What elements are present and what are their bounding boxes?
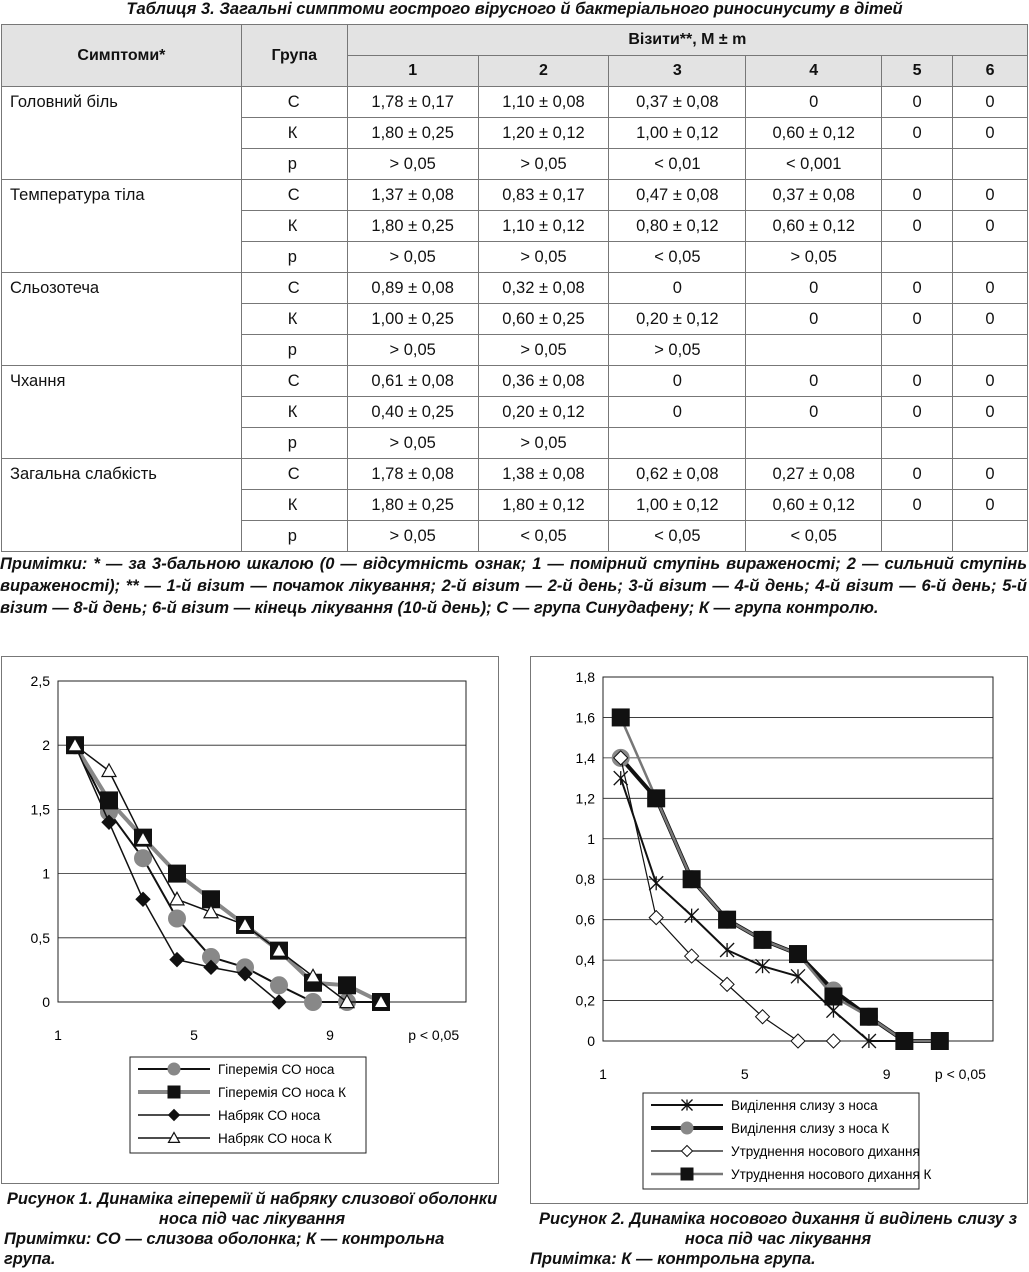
figure-2-note: Примітка: К — контрольна група. [530, 1250, 816, 1268]
value-cell: 0 [882, 397, 953, 428]
gridlines [603, 677, 993, 1041]
group-cell: С [241, 366, 347, 397]
figure-1-title: Рисунок 1. Динаміка гіперемії й набряку слизової оболонки носа під час лікування [6, 1190, 498, 1228]
value-cell: 1,80 ± 0,12 [478, 490, 609, 521]
value-cell: 0 [953, 211, 1028, 242]
value-cell [882, 335, 953, 366]
series-4 [68, 738, 388, 1007]
data-point [649, 876, 663, 890]
value-cell: 0 [746, 366, 882, 397]
y-tick-label: 0,6 [575, 911, 595, 928]
y-tick-label: 1,8 [575, 669, 595, 685]
value-cell: 0 [746, 273, 882, 304]
value-cell: 1,10 ± 0,08 [478, 87, 609, 118]
x-tick-label: 9 [882, 1066, 891, 1082]
value-cell: > 0,05 [347, 149, 478, 180]
data-point [720, 943, 734, 957]
group-cell: С [241, 87, 347, 118]
table-row [2, 87, 1028, 118]
value-cell: > 0,05 [746, 242, 882, 273]
value-cell: 1,37 ± 0,08 [347, 180, 478, 211]
legend-label: Гіперемія СО носа К [218, 1085, 347, 1100]
table-row [2, 180, 1028, 211]
value-cell: 0 [953, 180, 1028, 211]
table-row [2, 459, 1028, 490]
value-cell: 0 [953, 273, 1028, 304]
value-cell [882, 521, 953, 552]
symptoms-table [1, 24, 1028, 552]
symptom-name: Температура тіла [2, 180, 242, 273]
symptom-name: Сльозотеча [2, 273, 242, 366]
x-tick-label: 5 [190, 1027, 198, 1043]
value-cell: 0 [609, 273, 746, 304]
data-point [790, 946, 807, 963]
value-cell: 1,80 ± 0,25 [347, 490, 478, 521]
value-cell: < 0,05 [609, 242, 746, 273]
y-tick-label: 1 [587, 830, 595, 847]
plot-area [58, 681, 466, 1002]
figure-2 [530, 656, 1028, 1204]
value-cell: < 0,05 [746, 521, 882, 552]
table-row [2, 273, 1028, 304]
value-cell: 0,37 ± 0,08 [609, 87, 746, 118]
header-group: Група [241, 25, 347, 87]
group-cell: К [241, 211, 347, 242]
header-visit-3: 3 [609, 56, 746, 87]
legend-label: Виділення слизу з носа К [731, 1121, 890, 1136]
value-cell: 1,78 ± 0,17 [347, 87, 478, 118]
data-point [135, 850, 152, 867]
legend-label: Гіперемія СО носа [218, 1062, 335, 1077]
value-cell: 0 [953, 118, 1028, 149]
value-cell: 0 [882, 459, 953, 490]
value-cell: 1,10 ± 0,12 [478, 211, 609, 242]
value-cell [609, 428, 746, 459]
figure-2-title: Рисунок 2. Динаміка носового дихання й виділень слизу з носа під час лікування [538, 1210, 1017, 1248]
value-cell: < 0,05 [478, 521, 609, 552]
data-point [169, 910, 186, 927]
value-cell: 0,60 ± 0,12 [746, 211, 882, 242]
data-point [896, 1033, 913, 1050]
x-tick-label: p < 0,05 [934, 1066, 986, 1082]
value-cell: > 0,05 [347, 428, 478, 459]
value-cell [953, 149, 1028, 180]
symptom-name: Головний біль [2, 87, 242, 180]
value-cell: < 0,05 [609, 521, 746, 552]
data-point [756, 959, 770, 973]
header-visit-4: 4 [746, 56, 882, 87]
value-cell: > 0,05 [347, 335, 478, 366]
figure-1-caption [4, 1189, 500, 1269]
value-cell: 1,00 ± 0,12 [609, 490, 746, 521]
group-cell: С [241, 459, 347, 490]
value-cell [882, 428, 953, 459]
value-cell: > 0,05 [478, 149, 609, 180]
data-point [791, 1034, 805, 1048]
header-visits: Візити**, M ± m [347, 25, 1027, 56]
value-cell [746, 335, 882, 366]
data-point [305, 994, 322, 1011]
y-tick-label: 0,8 [575, 871, 595, 888]
value-cell: 0 [746, 397, 882, 428]
symptom-name: Чхання [2, 366, 242, 459]
legend-marker [681, 1168, 693, 1180]
value-cell: 0,60 ± 0,12 [746, 118, 882, 149]
data-point [136, 892, 150, 906]
value-cell: 0 [882, 273, 953, 304]
value-cell: 0,80 ± 0,12 [609, 211, 746, 242]
legend-marker [681, 1122, 693, 1134]
data-point [825, 988, 842, 1005]
value-cell: 0,89 ± 0,08 [347, 273, 478, 304]
figure-1-note: Примітки: СО — слизова оболонка; К — контрольна група. [4, 1230, 445, 1268]
data-point [860, 1008, 877, 1025]
value-cell: 0,32 ± 0,08 [478, 273, 609, 304]
data-point [791, 969, 805, 983]
value-cell: 0,61 ± 0,08 [347, 366, 478, 397]
value-cell: 0 [882, 211, 953, 242]
value-cell: 0,60 ± 0,12 [746, 490, 882, 521]
y-tick-label: 1,6 [575, 709, 595, 726]
header-visit-5: 5 [882, 56, 953, 87]
value-cell: 0 [882, 304, 953, 335]
value-cell: > 0,05 [347, 242, 478, 273]
x-tick-label: 1 [54, 1027, 62, 1043]
value-cell: 0 [882, 366, 953, 397]
value-cell: > 0,05 [478, 428, 609, 459]
y-tick-label: 0 [587, 1033, 595, 1049]
value-cell: 0 [953, 304, 1028, 335]
legend-label: Набряк СО носа К [218, 1131, 332, 1146]
data-point [754, 931, 771, 948]
data-point [931, 1033, 948, 1050]
legend-label: Утруднення носового дихання К [731, 1167, 932, 1182]
value-cell: 0,36 ± 0,08 [478, 366, 609, 397]
value-cell: > 0,05 [478, 335, 609, 366]
value-cell: 1,80 ± 0,25 [347, 211, 478, 242]
value-cell: 0 [609, 397, 746, 428]
value-cell: 0,20 ± 0,12 [478, 397, 609, 428]
data-point [648, 790, 665, 807]
value-cell: 0,20 ± 0,12 [609, 304, 746, 335]
value-cell: 0 [953, 397, 1028, 428]
value-cell: < 0,01 [609, 149, 746, 180]
value-cell: 0,37 ± 0,08 [746, 180, 882, 211]
table-notes: Примітки: * — за 3-бальною шкалою (0 — відсутність ознак; 1 — помірний ступінь вираженості; 2 — сильний ступінь вираженості); ** — 1-й візит — початок лікування; 2-й візит — 2-й день; 3-й візит — 4-й день; 4-й візит — 6-й день; 5-й візит — 8-й день; 6-й візит — кінець лікування (10-й день); С — група Синудафену; К — група контролю. [0, 555, 1027, 617]
figure-1 [1, 656, 499, 1184]
value-cell [953, 242, 1028, 273]
header-visit-1: 1 [347, 56, 478, 87]
data-point [339, 977, 356, 994]
value-cell: 0 [953, 366, 1028, 397]
group-cell: р [241, 521, 347, 552]
value-cell: 1,00 ± 0,25 [347, 304, 478, 335]
x-tick-label: 9 [326, 1027, 334, 1043]
group-cell: К [241, 304, 347, 335]
data-point [683, 871, 700, 888]
group-cell: р [241, 242, 347, 273]
data-point [169, 865, 186, 882]
group-cell: К [241, 490, 347, 521]
x-tick-label: 5 [740, 1066, 749, 1082]
data-point [101, 792, 118, 809]
group-cell: С [241, 273, 347, 304]
value-cell: 0 [953, 459, 1028, 490]
value-cell: 0,47 ± 0,08 [609, 180, 746, 211]
group-cell: р [241, 149, 347, 180]
y-tick-label: 2 [42, 737, 50, 754]
value-cell: 0 [953, 87, 1028, 118]
value-cell: 1,20 ± 0,12 [478, 118, 609, 149]
value-cell [882, 242, 953, 273]
data-point [612, 709, 629, 726]
value-cell: 0 [882, 180, 953, 211]
figure-2-caption [530, 1209, 1026, 1269]
x-tick-label: p < 0,05 [408, 1027, 460, 1043]
value-cell: 0 [882, 87, 953, 118]
group-cell: С [241, 180, 347, 211]
y-tick-label: 1,2 [575, 790, 595, 807]
group-cell: р [241, 335, 347, 366]
value-cell [953, 428, 1028, 459]
value-cell [746, 428, 882, 459]
legend-label: Набряк СО носа [218, 1108, 321, 1123]
value-cell: 0 [609, 366, 746, 397]
value-cell [882, 149, 953, 180]
value-cell: 0,27 ± 0,08 [746, 459, 882, 490]
legend-marker [168, 1086, 180, 1098]
y-tick-label: 0,2 [575, 992, 595, 1009]
group-cell: К [241, 118, 347, 149]
y-tick-label: 2,5 [30, 673, 50, 689]
y-tick-label: 0,5 [30, 929, 50, 946]
data-point [826, 1004, 840, 1018]
value-cell [953, 335, 1028, 366]
value-cell: > 0,05 [609, 335, 746, 366]
value-cell: 1,78 ± 0,08 [347, 459, 478, 490]
legend-marker [168, 1063, 180, 1075]
symptom-name: Загальна слабкість [2, 459, 242, 552]
value-cell: 0 [882, 490, 953, 521]
value-cell: 1,80 ± 0,25 [347, 118, 478, 149]
legend [643, 1093, 932, 1189]
value-cell: > 0,05 [347, 521, 478, 552]
legend-label: Виділення слизу з носа [731, 1098, 878, 1113]
value-cell: > 0,05 [478, 242, 609, 273]
data-point [271, 977, 288, 994]
data-point [170, 892, 184, 905]
header-visit-6: 6 [953, 56, 1028, 87]
value-cell: 0 [953, 490, 1028, 521]
group-cell: К [241, 397, 347, 428]
value-cell: 0 [882, 118, 953, 149]
gridlines [58, 681, 466, 1002]
data-point [170, 953, 184, 967]
value-cell: 0,83 ± 0,17 [478, 180, 609, 211]
y-tick-label: 1,5 [30, 801, 50, 818]
header-visit-2: 2 [478, 56, 609, 87]
table-title: Таблиця 3. Загальні симптоми гострого вірусного й бактеріального риносинуситу в дітей [126, 0, 903, 18]
value-cell: 1,38 ± 0,08 [478, 459, 609, 490]
value-cell [953, 521, 1028, 552]
y-tick-label: 0,4 [575, 952, 595, 969]
value-cell: 0,40 ± 0,25 [347, 397, 478, 428]
legend-label: Утруднення носового дихання [731, 1144, 920, 1159]
y-tick-label: 1,4 [575, 749, 595, 766]
y-tick-label: 1 [42, 865, 50, 882]
group-cell: р [241, 428, 347, 459]
legend [130, 1057, 366, 1153]
series-line [621, 758, 940, 1041]
data-point [102, 764, 116, 777]
data-point [719, 911, 736, 928]
value-cell: < 0,001 [746, 149, 882, 180]
series-line [621, 778, 940, 1041]
value-cell: 0 [746, 304, 882, 335]
value-cell: 1,00 ± 0,12 [609, 118, 746, 149]
table-row [2, 366, 1028, 397]
y-tick-label: 0 [42, 994, 50, 1010]
figure-1-chart [2, 657, 498, 1183]
header-symptoms: Симптоми* [2, 25, 242, 87]
x-tick-label: 1 [599, 1066, 607, 1082]
value-cell: 0,60 ± 0,25 [478, 304, 609, 335]
value-cell: 0,62 ± 0,08 [609, 459, 746, 490]
figure-2-chart [531, 657, 1027, 1203]
data-point [685, 909, 699, 923]
value-cell: 0 [746, 87, 882, 118]
data-point [826, 1034, 840, 1048]
plot-area [603, 677, 993, 1041]
